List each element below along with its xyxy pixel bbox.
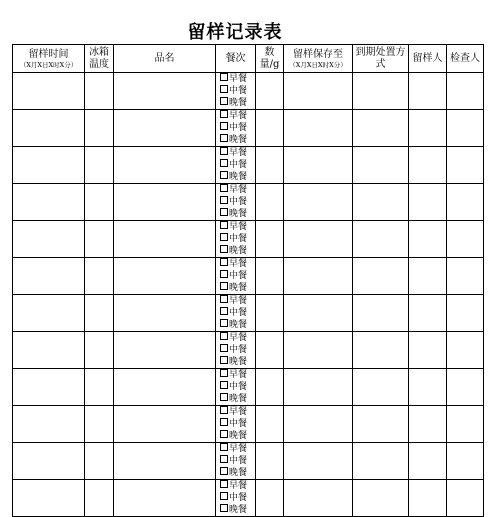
inspector-cell[interactable] — [447, 258, 484, 295]
checkbox-icon[interactable] — [220, 393, 228, 401]
fridge-temp-cell[interactable] — [85, 184, 114, 221]
meal-option-lunch[interactable] — [216, 122, 255, 134]
meal-option-dinner[interactable] — [216, 467, 255, 479]
record-rows — [13, 73, 484, 517]
meal-option-label: 晚餐 — [229, 98, 248, 108]
product-name-cell[interactable] — [114, 110, 216, 147]
meal-option-dinner[interactable] — [216, 319, 255, 331]
sample-record-table — [12, 44, 484, 517]
meal-option-label: 晚餐 — [229, 505, 248, 515]
product-name-cell[interactable] — [114, 295, 216, 332]
fridge-temp-cell[interactable] — [85, 295, 114, 332]
sampler-cell[interactable] — [409, 295, 447, 332]
meal-option-label: 晚餐 — [229, 172, 248, 182]
quantity-cell[interactable] — [256, 110, 284, 147]
checkbox-icon[interactable] — [220, 282, 228, 290]
meal-option-breakfast[interactable] — [216, 147, 255, 159]
product-name-cell[interactable] — [114, 443, 216, 480]
header-inspector: 检查人 — [447, 45, 484, 73]
sample-time-cell[interactable] — [13, 110, 85, 147]
checkbox-icon[interactable] — [220, 369, 228, 377]
checkbox-icon[interactable] — [220, 356, 228, 364]
meal-option-lunch[interactable] — [216, 381, 255, 393]
meal-option-dinner[interactable] — [216, 356, 255, 368]
quantity-cell[interactable] — [256, 295, 284, 332]
keep-until-cell[interactable] — [284, 295, 353, 332]
meal-cell — [216, 73, 256, 110]
meal-cell — [216, 184, 256, 221]
header-keep-until-format: （X月X日X时X分） — [289, 60, 347, 69]
checkbox-icon[interactable] — [220, 467, 228, 475]
sample-time-cell[interactable] — [13, 332, 85, 369]
meal-option-label: 早餐 — [229, 407, 248, 417]
product-name-cell[interactable] — [114, 184, 216, 221]
checkbox-icon[interactable] — [220, 332, 228, 340]
product-name-cell[interactable] — [114, 406, 216, 443]
meal-option-label: 早餐 — [229, 296, 248, 306]
checkbox-icon[interactable] — [220, 85, 228, 93]
inspector-cell[interactable] — [447, 369, 484, 406]
table-row — [13, 443, 484, 480]
header-sampler: 留样人 — [409, 45, 447, 73]
meal-option-label: 中餐 — [229, 419, 248, 429]
meal-option-label: 早餐 — [229, 185, 248, 195]
meal-cell — [216, 406, 256, 443]
meal-option-dinner[interactable] — [216, 245, 255, 257]
keep-until-cell[interactable] — [284, 480, 353, 517]
quantity-cell[interactable] — [256, 369, 284, 406]
meal-cell — [216, 147, 256, 184]
checkbox-icon[interactable] — [220, 122, 228, 130]
meal-option-lunch[interactable] — [216, 196, 255, 208]
fridge-temp-cell[interactable] — [85, 258, 114, 295]
disposal-cell[interactable] — [353, 295, 409, 332]
meal-option-label: 中餐 — [229, 271, 248, 281]
product-name-cell[interactable] — [114, 480, 216, 517]
keep-until-cell[interactable] — [284, 147, 353, 184]
header-keep-until — [284, 45, 353, 73]
quantity-cell[interactable] — [256, 406, 284, 443]
header-sample-time-label: 留样时间 — [28, 48, 69, 60]
meal-option-label: 早餐 — [229, 481, 248, 491]
disposal-cell[interactable] — [353, 480, 409, 517]
quantity-cell[interactable] — [256, 332, 284, 369]
header-row — [13, 45, 484, 73]
sampler-cell[interactable] — [409, 147, 447, 184]
checkbox-icon[interactable] — [220, 344, 228, 352]
meal-option-label: 早餐 — [229, 74, 248, 84]
meal-option-dinner[interactable] — [216, 208, 255, 220]
disposal-cell[interactable] — [353, 110, 409, 147]
meal-option-label: 早餐 — [229, 222, 248, 232]
inspector-cell[interactable] — [447, 295, 484, 332]
table-row — [13, 258, 484, 295]
meal-option-lunch[interactable] — [216, 344, 255, 356]
meal-cell — [216, 295, 256, 332]
product-name-cell[interactable] — [114, 332, 216, 369]
table-row — [13, 221, 484, 258]
meal-option-label: 晚餐 — [229, 431, 248, 441]
header-product-name: 品名 — [114, 45, 216, 73]
meal-option-breakfast[interactable] — [216, 221, 255, 233]
fridge-temp-cell[interactable] — [85, 147, 114, 184]
quantity-cell[interactable] — [256, 443, 284, 480]
meal-option-breakfast[interactable] — [216, 110, 255, 122]
checkbox-icon[interactable] — [220, 221, 228, 229]
product-name-cell[interactable] — [114, 147, 216, 184]
checkbox-icon[interactable] — [220, 147, 228, 155]
meal-option-dinner[interactable] — [216, 282, 255, 294]
meal-option-label: 中餐 — [229, 234, 248, 244]
inspector-cell[interactable] — [447, 221, 484, 258]
sampler-cell[interactable] — [409, 332, 447, 369]
meal-option-breakfast[interactable] — [216, 295, 255, 307]
meal-option-label: 早餐 — [229, 370, 248, 380]
table-row — [13, 332, 484, 369]
table-row — [13, 480, 484, 517]
meal-option-lunch[interactable] — [216, 418, 255, 430]
quantity-cell[interactable] — [256, 184, 284, 221]
meal-option-breakfast[interactable] — [216, 332, 255, 344]
table-row — [13, 406, 484, 443]
fridge-temp-cell[interactable] — [85, 73, 114, 110]
sample-time-cell[interactable] — [13, 184, 85, 221]
header-sample-time — [13, 45, 85, 73]
meal-option-label: 晚餐 — [229, 394, 248, 404]
disposal-cell[interactable] — [353, 406, 409, 443]
checkbox-icon[interactable] — [220, 134, 228, 142]
meal-option-lunch[interactable] — [216, 85, 255, 97]
meal-option-label: 中餐 — [229, 86, 248, 96]
meal-option-label: 中餐 — [229, 493, 248, 503]
disposal-cell[interactable] — [353, 221, 409, 258]
meal-option-label: 中餐 — [229, 160, 248, 170]
table-row — [13, 295, 484, 332]
meal-cell — [216, 443, 256, 480]
checkbox-icon[interactable] — [220, 258, 228, 266]
meal-option-label: 晚餐 — [229, 135, 248, 145]
inspector-cell[interactable] — [447, 147, 484, 184]
disposal-cell[interactable] — [353, 369, 409, 406]
sample-time-cell[interactable] — [13, 221, 85, 258]
header-meal: 餐次 — [216, 45, 256, 73]
meal-option-label: 晚餐 — [229, 283, 248, 293]
meal-cell — [216, 110, 256, 147]
fridge-temp-cell[interactable] — [85, 406, 114, 443]
checkbox-icon[interactable] — [220, 492, 228, 500]
meal-option-label: 早餐 — [229, 444, 248, 454]
checkbox-icon[interactable] — [220, 245, 228, 253]
header-quantity: 数量/g — [256, 45, 284, 73]
fridge-temp-cell[interactable] — [85, 480, 114, 517]
meal-option-label: 中餐 — [229, 308, 248, 318]
checkbox-icon[interactable] — [220, 196, 228, 204]
meal-option-label: 中餐 — [229, 456, 248, 466]
sample-time-cell[interactable] — [13, 73, 85, 110]
meal-option-dinner[interactable] — [216, 393, 255, 405]
checkbox-icon[interactable] — [220, 455, 228, 463]
table-row — [13, 110, 484, 147]
quantity-cell[interactable] — [256, 258, 284, 295]
meal-option-breakfast[interactable] — [216, 369, 255, 381]
checkbox-icon[interactable] — [220, 319, 228, 327]
table-row — [13, 369, 484, 406]
checkbox-icon[interactable] — [220, 208, 228, 216]
inspector-cell[interactable] — [447, 332, 484, 369]
keep-until-cell[interactable] — [284, 332, 353, 369]
sampler-cell[interactable] — [409, 184, 447, 221]
checkbox-icon[interactable] — [220, 97, 228, 105]
meal-option-label: 晚餐 — [229, 357, 248, 367]
meal-cell — [216, 369, 256, 406]
checkbox-icon[interactable] — [220, 110, 228, 118]
meal-option-breakfast[interactable] — [216, 73, 255, 85]
meal-option-breakfast[interactable] — [216, 443, 255, 455]
meal-option-label: 晚餐 — [229, 246, 248, 256]
meal-option-dinner[interactable] — [216, 97, 255, 109]
keep-until-cell[interactable] — [284, 184, 353, 221]
fridge-temp-cell[interactable] — [85, 221, 114, 258]
meal-option-lunch[interactable] — [216, 307, 255, 319]
meal-cell — [216, 221, 256, 258]
meal-option-label: 早餐 — [229, 111, 248, 121]
inspector-cell[interactable] — [447, 443, 484, 480]
meal-option-label: 早餐 — [229, 333, 248, 343]
disposal-cell[interactable] — [353, 147, 409, 184]
quantity-cell[interactable] — [256, 480, 284, 517]
meal-option-label: 早餐 — [229, 148, 248, 158]
meal-option-breakfast[interactable] — [216, 184, 255, 196]
sample-time-cell[interactable] — [13, 147, 85, 184]
meal-option-breakfast[interactable] — [216, 258, 255, 270]
sample-time-cell[interactable] — [13, 406, 85, 443]
checkbox-icon[interactable] — [220, 418, 228, 426]
meal-option-lunch[interactable] — [216, 159, 255, 171]
sampler-cell[interactable] — [409, 258, 447, 295]
checkbox-icon[interactable] — [220, 270, 228, 278]
header-disposal: 到期处置方式 — [353, 45, 409, 73]
meal-option-label: 中餐 — [229, 345, 248, 355]
meal-option-lunch[interactable] — [216, 233, 255, 245]
sample-time-cell[interactable] — [13, 258, 85, 295]
inspector-cell[interactable] — [447, 184, 484, 221]
meal-option-lunch[interactable] — [216, 492, 255, 504]
checkbox-icon[interactable] — [220, 295, 228, 303]
checkbox-icon[interactable] — [220, 159, 228, 167]
keep-until-cell[interactable] — [284, 221, 353, 258]
checkbox-icon[interactable] — [220, 504, 228, 512]
inspector-cell[interactable] — [447, 73, 484, 110]
keep-until-cell[interactable] — [284, 406, 353, 443]
meal-option-breakfast[interactable] — [216, 480, 255, 492]
fridge-temp-cell[interactable] — [85, 332, 114, 369]
table-row — [13, 147, 484, 184]
checkbox-icon[interactable] — [220, 73, 228, 81]
sample-time-cell[interactable] — [13, 443, 85, 480]
keep-until-cell[interactable] — [284, 443, 353, 480]
keep-until-cell[interactable] — [284, 369, 353, 406]
meal-option-label: 中餐 — [229, 382, 248, 392]
disposal-cell[interactable] — [353, 258, 409, 295]
sampler-cell[interactable] — [409, 73, 447, 110]
product-name-cell[interactable] — [114, 258, 216, 295]
checkbox-icon[interactable] — [220, 406, 228, 414]
checkbox-icon[interactable] — [220, 171, 228, 179]
sampler-cell[interactable] — [409, 110, 447, 147]
sampler-cell[interactable] — [409, 406, 447, 443]
sample-time-cell[interactable] — [13, 480, 85, 517]
checkbox-icon[interactable] — [220, 307, 228, 315]
meal-option-label: 晚餐 — [229, 468, 248, 478]
meal-option-label: 晚餐 — [229, 320, 248, 330]
inspector-cell[interactable] — [447, 406, 484, 443]
fridge-temp-cell[interactable] — [85, 369, 114, 406]
meal-option-dinner[interactable] — [216, 430, 255, 442]
header-keep-until-label: 留样保存至 — [293, 48, 343, 60]
quantity-cell[interactable] — [256, 221, 284, 258]
checkbox-icon[interactable] — [220, 381, 228, 389]
meal-cell — [216, 258, 256, 295]
product-name-cell[interactable] — [114, 369, 216, 406]
keep-until-cell[interactable] — [284, 110, 353, 147]
meal-option-lunch[interactable] — [216, 455, 255, 467]
product-name-cell[interactable] — [114, 73, 216, 110]
checkbox-icon[interactable] — [220, 184, 228, 192]
disposal-cell[interactable] — [353, 443, 409, 480]
table-row — [13, 184, 484, 221]
meal-option-label: 中餐 — [229, 123, 248, 133]
sample-time-cell[interactable] — [13, 369, 85, 406]
product-name-cell[interactable] — [114, 221, 216, 258]
meal-option-label: 早餐 — [229, 259, 248, 269]
sample-time-cell[interactable] — [13, 295, 85, 332]
inspector-cell[interactable] — [447, 480, 484, 517]
checkbox-icon[interactable] — [220, 480, 228, 488]
checkbox-icon[interactable] — [220, 233, 228, 241]
meal-option-label: 中餐 — [229, 197, 248, 207]
sampler-cell[interactable] — [409, 443, 447, 480]
quantity-cell[interactable] — [256, 147, 284, 184]
table-row — [13, 73, 484, 110]
fridge-temp-cell[interactable] — [85, 110, 114, 147]
keep-until-cell[interactable] — [284, 258, 353, 295]
fridge-temp-cell[interactable] — [85, 443, 114, 480]
keep-until-cell[interactable] — [284, 73, 353, 110]
sampler-cell[interactable] — [409, 480, 447, 517]
sampler-cell[interactable] — [409, 369, 447, 406]
header-sample-time-format: （X月X日X时X分） — [19, 60, 78, 69]
inspector-cell[interactable] — [447, 110, 484, 147]
meal-cell — [216, 480, 256, 517]
meal-option-breakfast[interactable] — [216, 406, 255, 418]
meal-option-dinner[interactable] — [216, 134, 255, 146]
meal-cell — [216, 332, 256, 369]
checkbox-icon[interactable] — [220, 443, 228, 451]
meal-option-label: 晚餐 — [229, 209, 248, 219]
meal-option-dinner[interactable] — [216, 171, 255, 183]
meal-option-lunch[interactable] — [216, 270, 255, 282]
quantity-cell[interactable] — [256, 73, 284, 110]
disposal-cell[interactable] — [353, 73, 409, 110]
disposal-cell[interactable] — [353, 184, 409, 221]
page-title: 留样记录表 — [187, 22, 283, 43]
sampler-cell[interactable] — [409, 221, 447, 258]
header-fridge-temp: 冰箱温度 — [85, 45, 114, 73]
checkbox-icon[interactable] — [220, 430, 228, 438]
disposal-cell[interactable] — [353, 332, 409, 369]
